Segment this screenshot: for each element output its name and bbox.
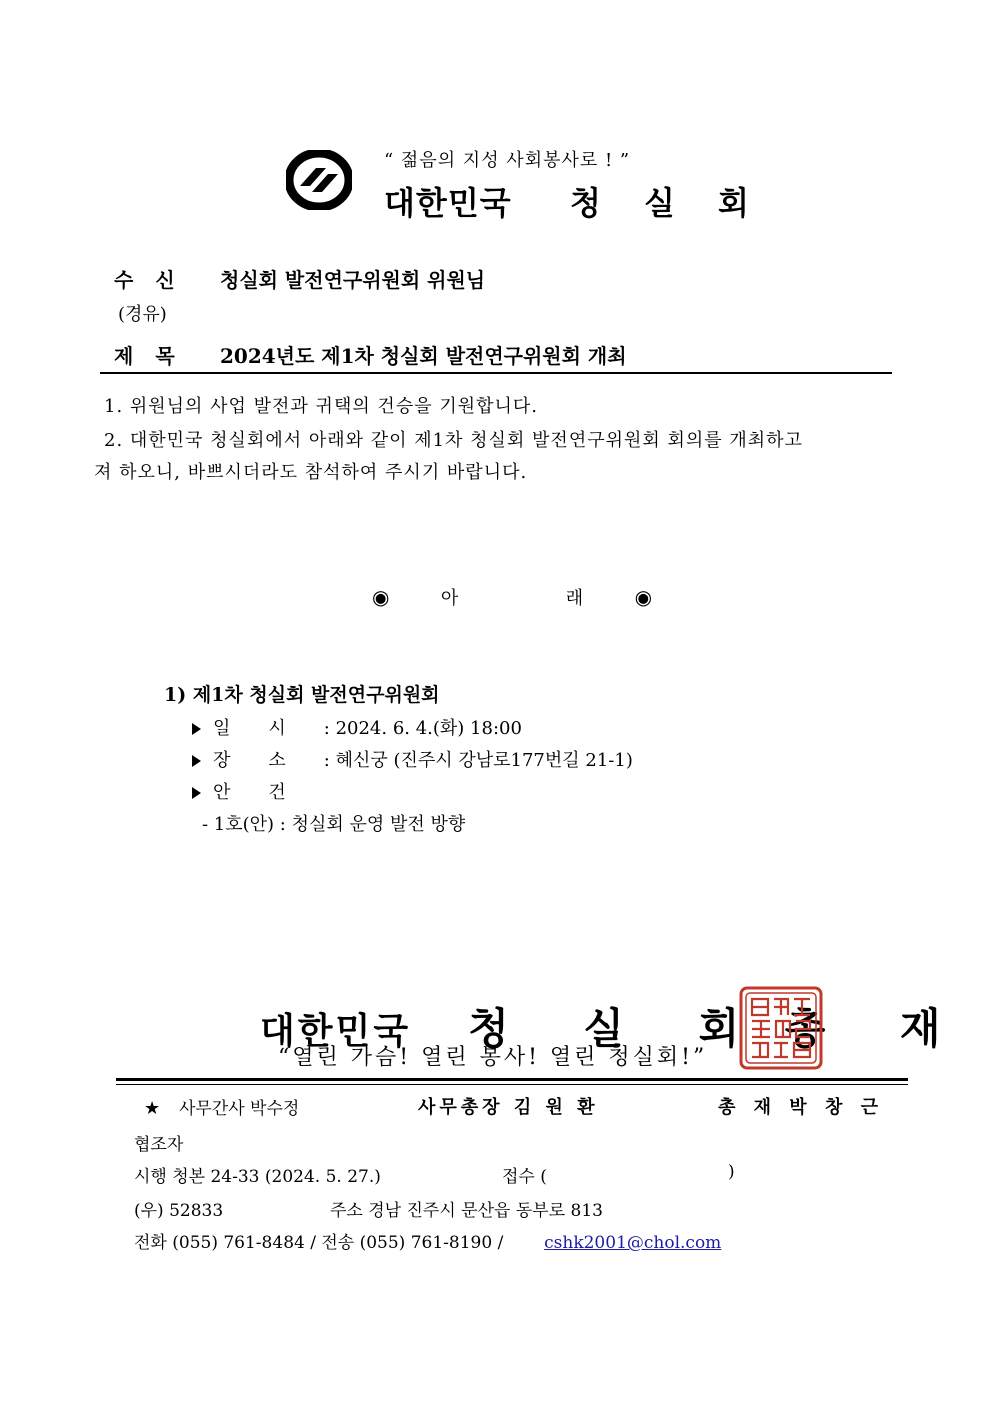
place-label: 장소 bbox=[213, 750, 324, 771]
agenda-row bbox=[192, 778, 324, 804]
triangle-bullet-icon bbox=[192, 755, 201, 767]
phone-fax: 전화 (055) 761-8484 / 전송 (055) 761-8190 / bbox=[134, 1233, 504, 1253]
date-label: 일시 bbox=[213, 718, 324, 739]
receipt-close: ) bbox=[728, 1162, 735, 1182]
place-row bbox=[192, 746, 633, 772]
cooperator: 협조자 bbox=[134, 1135, 184, 1155]
paragraph-2-line-1: 2. 대한민국 청실회에서 아래와 같이 제1차 청실회 발전연구위원회 회의를 개최하고 bbox=[104, 430, 803, 451]
footer-divider-thick bbox=[116, 1078, 908, 1081]
slogan: “ 젊음의 지성 사회봉사로 ! ” bbox=[384, 150, 631, 171]
paragraph-1: 1. 위원님의 사업 발전과 귀택의 건승을 기원합니다. bbox=[104, 396, 538, 417]
issue-info: 시행 청본 24-33 (2024. 5. 27.) bbox=[134, 1167, 381, 1187]
header-divider bbox=[100, 372, 892, 374]
email-link[interactable]: cshk2001@chol.com bbox=[544, 1233, 722, 1253]
receipt-info: 접수 ( bbox=[502, 1167, 547, 1187]
sender-org: 청 실 회 bbox=[468, 1004, 770, 1053]
org-logo-icon bbox=[286, 150, 352, 210]
star-icon: ★ bbox=[144, 1098, 161, 1119]
notice-heading bbox=[372, 584, 652, 610]
sender-title: 총 재 bbox=[784, 1004, 971, 1053]
via-label: (경유) bbox=[118, 304, 167, 325]
bullseye-icon: ◉ bbox=[634, 585, 653, 609]
paragraph-2-line-2: 져 하오니, 바쁘시더라도 참석하여 주시기 바랍니다. bbox=[94, 462, 528, 483]
contact-row bbox=[134, 1228, 721, 1253]
org-title-name: 청 실 회 bbox=[569, 184, 765, 222]
date-row bbox=[192, 714, 522, 740]
secretary-general: 사무총장 김 원 환 bbox=[418, 1097, 599, 1118]
place-value: : 혜신궁 (진주시 강남로177번길 21-1) bbox=[323, 750, 633, 771]
item-title: 1) 제1차 청실회 발전연구위원회 bbox=[164, 684, 440, 706]
date-value: : 2024. 6. 4.(화) 18:00 bbox=[323, 718, 522, 739]
address: 주소 경남 진주시 문산읍 동부로 813 bbox=[330, 1201, 603, 1221]
postal-code: (우) 52833 bbox=[134, 1201, 224, 1221]
recipient-value: 청실회 발전연구위원회 위원님 bbox=[220, 268, 486, 292]
official-seal-icon bbox=[738, 985, 824, 1071]
bullseye-icon: ◉ bbox=[372, 585, 390, 609]
org-title bbox=[384, 178, 765, 224]
notice-word-2: 래 bbox=[565, 588, 584, 609]
subject-value: 2024년도 제1차 청실회 발전연구위원회 개최 bbox=[220, 344, 627, 368]
secretary-row bbox=[144, 1094, 299, 1119]
motto: “열린 가슴! 열린 봉사! 열린 청실회!” bbox=[278, 1045, 708, 1070]
president: 총 재 박 창 근 bbox=[718, 1097, 885, 1118]
agenda-label: 안건 bbox=[213, 782, 324, 803]
secretary: 사무간사 박수정 bbox=[178, 1099, 300, 1119]
agenda-item: - 1호(안) : 청실회 운영 발전 방향 bbox=[202, 814, 466, 835]
triangle-bullet-icon bbox=[192, 723, 201, 735]
recipient-label: 수신 bbox=[114, 268, 197, 292]
footer-divider-thin bbox=[116, 1084, 908, 1085]
sender-country: 대한민국 bbox=[260, 1010, 412, 1052]
subject-label: 제목 bbox=[114, 344, 197, 368]
triangle-bullet-icon bbox=[192, 787, 201, 799]
org-title-country: 대한민국 bbox=[384, 184, 512, 222]
notice-word-1: 아 bbox=[440, 588, 459, 609]
